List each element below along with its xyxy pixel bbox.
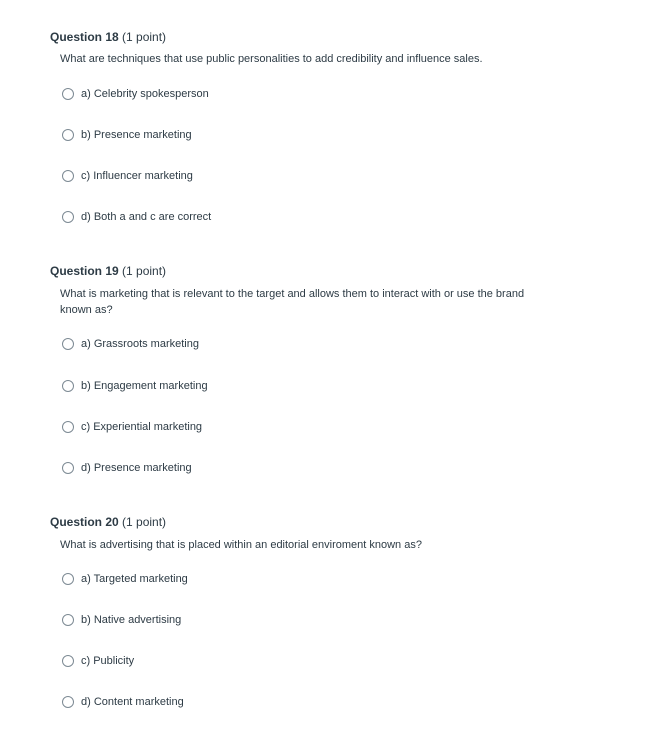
option-c[interactable] xyxy=(62,652,134,670)
option-label[interactable]: b) Engagement marketing xyxy=(81,380,208,392)
question-points: (1 point) xyxy=(122,264,167,278)
option-label[interactable]: d) Presence marketing xyxy=(81,462,192,474)
radio-button[interactable] xyxy=(62,462,74,474)
option-label[interactable]: a) Celebrity spokesperson xyxy=(81,88,209,100)
option-a[interactable] xyxy=(62,85,209,103)
option-label[interactable]: d) Both a and c are correct xyxy=(81,211,212,223)
radio-button[interactable] xyxy=(62,614,74,626)
question-text: What are techniques that use public personalities to add credibility and influence sales. xyxy=(60,53,483,65)
option-label[interactable]: b) Presence marketing xyxy=(81,129,192,141)
option-b[interactable] xyxy=(62,611,181,629)
option-d[interactable] xyxy=(62,693,184,711)
question-title: Question 20 xyxy=(50,515,119,529)
option-c[interactable] xyxy=(62,418,202,436)
radio-button[interactable] xyxy=(62,211,74,223)
option-b[interactable] xyxy=(62,377,208,395)
question-text: What is advertising that is placed within an editorial enviroment known as? xyxy=(60,539,422,551)
question-points: (1 point) xyxy=(122,515,167,529)
question-header xyxy=(50,514,166,530)
option-a[interactable] xyxy=(62,570,188,588)
radio-button[interactable] xyxy=(62,573,74,585)
question-header xyxy=(50,263,166,279)
question-text: What is marketing that is relevant to the target and allows them to interact with or use the brand known as? xyxy=(60,288,525,316)
radio-button[interactable] xyxy=(62,696,74,708)
option-label[interactable]: c) Experiential marketing xyxy=(81,421,203,433)
question-title: Question 18 xyxy=(50,30,119,44)
option-d[interactable] xyxy=(62,208,211,226)
radio-button[interactable] xyxy=(62,129,74,141)
option-label[interactable]: c) Publicity xyxy=(81,655,135,667)
option-a[interactable] xyxy=(62,335,199,353)
radio-button[interactable] xyxy=(62,380,74,392)
radio-button[interactable] xyxy=(62,170,74,182)
question-header xyxy=(50,29,166,45)
option-d[interactable] xyxy=(62,459,192,477)
radio-button[interactable] xyxy=(62,338,74,350)
option-label[interactable]: c) Influencer marketing xyxy=(81,170,193,182)
radio-button[interactable] xyxy=(62,88,74,100)
question-points: (1 point) xyxy=(122,30,167,44)
option-label[interactable]: b) Native advertising xyxy=(81,614,182,626)
option-b[interactable] xyxy=(62,126,192,144)
option-c[interactable] xyxy=(62,167,193,185)
radio-button[interactable] xyxy=(62,421,74,433)
option-label[interactable]: a) Grassroots marketing xyxy=(81,338,199,350)
option-label[interactable]: d) Content marketing xyxy=(81,696,184,708)
question-title: Question 19 xyxy=(50,264,119,278)
radio-button[interactable] xyxy=(62,655,74,667)
option-label[interactable]: a) Targeted marketing xyxy=(81,573,188,585)
